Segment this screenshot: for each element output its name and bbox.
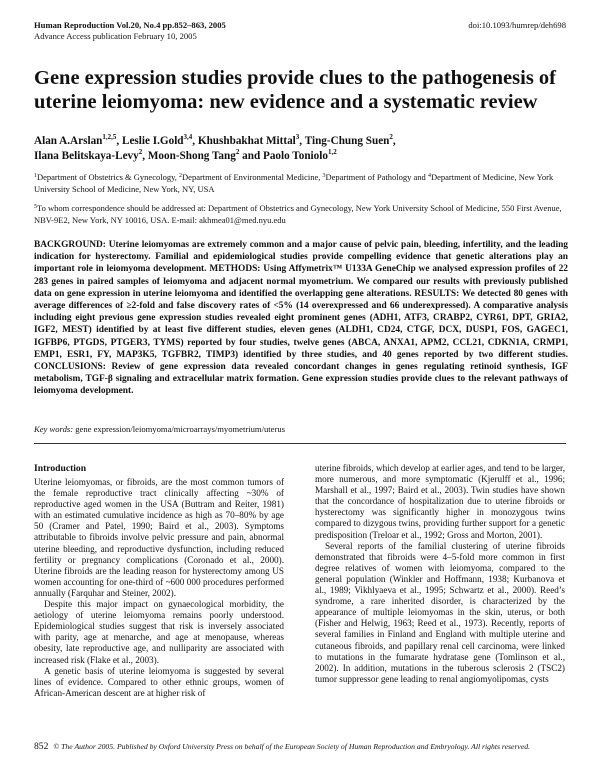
affiliation-text: Department of Obstetrics & Gynecology, [37, 172, 180, 182]
doi-link[interactable]: doi:10.1093/humrep/deh698 [468, 20, 566, 30]
author-separator: , [299, 135, 305, 147]
author-affiliation-mark: 2 [235, 148, 240, 156]
author-name: Khushbakhat Mittal [197, 135, 296, 147]
correspondence-text: To whom correspondence should be addressed at: Department of Obstetrics and Gynecology, New York University School of Medicine, 550 First Avenue, NBV-9E2, New York, NY 10016, USA. E-mail: akhmea01@med.nyu.edu [34, 203, 562, 225]
author-separator: , [392, 135, 396, 147]
body-column-left [34, 463, 284, 699]
author-affiliation-mark: 2 [389, 133, 393, 141]
correspondence-mark: 5 [34, 204, 37, 210]
author-affiliation-mark: 1,2 [327, 148, 337, 156]
body-paragraph: Despite this major impact on gynaecological morbidity, the aetiology of uterine leiomyoma remains poorly understood. Epidemiological studies suggest that risk is inversely associated with parity, age at menarche, and age at menopause, whereas obesity, late reproductive age, and nulliparity are associated with increased risk (Flake et al., 2003). [34, 599, 284, 665]
author-affiliation-mark: 3 [295, 133, 300, 141]
abstract: BACKGROUND: Uterine leiomyomas are extremely common and a major cause of pelvic pain, bleeding, infertility, and the leading indication for hysterectomy. Familial and epidemiological studies provide compelling evidence that genetic alterations play an important role in leiomyoma development. METHODS: Using Affymetrix™ U133A GeneChip we analysed expression profiles of 22 283 genes in paired samples of leiomyoma and adjacent normal myometrium. We compared our results with previously published data on gene expression in uterine leiomyoma and identified the overlapping gene alterations. RESULTS: We detected 80 genes with average differences of ≥2-fold and false discovery rates of <5% (14 overexpressed and 66 underexpressed). A comparative analysis including eight previous gene expression studies revealed eight prominent genes (ADH1, ATF3, CRABP2, CYR61, DPT, GRIA2, IGF2, MEST) identified by at least five different studies, eleven genes (ALDH1, CD24, CTGF, DCX, DUSP1, FOS, GAGEC1, IGFBP6, PTGDS, PTGER3, TYMS) reported by four studies, twelve genes (ABCA, ANXA1, APM2, CCL21, CDKN1A, CRMP1, EMP1, ESR1, FY, MAP3K5, TGFBR2, TIMP3) identified by three studies, and 40 genes reported by two different studies. CONCLUSIONS: Review of gene expression data revealed concordant changes in genes regulating retinoid synthesis, IGF metabolism, TGF-β signaling and extracellular matrix formation. Gene expression studies provide clues to the relevant pathways of leiomyoma development. [34, 240, 568, 397]
affiliation-mark: 3 [322, 173, 326, 179]
page-number: 852 [34, 741, 49, 752]
author-separator: and [239, 150, 263, 162]
section-heading: Introduction [34, 463, 87, 474]
affiliation-text: Department of Environmental Medicine, [182, 172, 323, 182]
body-paragraph: Uterine leiomyomas, or fibroids, are the most common tumors of the female reproductive tract clinically affecting ~30% of reproductive aged women in the USA (Buttram and Reiter, 1981) with an estimated cumulative incidence as high as 70–80% by age 50 (Cramer and Patel, 1990; Baird et al., 2003). Symptoms attributable to fibroids involve pelvic pressure and pain, abnormal uterine bleeding, and reproductive dysfunction, including reduced fertility or pregnancy complications (Coronado et al., 2000). Uterine fibroids are the leading reason for hysterectomy among US women accounting for one-third of ~600 000 procedures performed annually (Farquhar and Steiner, 2002). [34, 477, 284, 598]
author-name: Paolo Toniolo [262, 150, 328, 162]
author-affiliation-mark: 3,4 [183, 133, 193, 141]
author-name: Ting-Chung Suen [304, 135, 390, 147]
author-name: Ilana Belitskaya-Levy [34, 150, 139, 162]
author-name: Leslie I.Gold [121, 135, 184, 147]
author-separator: , [116, 135, 122, 147]
author-name: Alan A.Arslan [34, 135, 103, 147]
author-list [34, 134, 568, 164]
affiliations [34, 172, 568, 196]
keywords-label: Key words: [34, 424, 74, 434]
affiliation-mark: 1 [34, 173, 37, 179]
body-paragraph: Several reports of the familial clustering of uterine fibroids demonstrated that fibroids were 4–5-fold more common in first degree relatives of women with leiomyoma, compared to the general population (Winkler and Hoffmann, 1938; Kurbanova et al., 1989; Vikhlyaeva et al., 1995; Schwartz et al., 2000). Reed’s syndrome, a rare inherited disorder, is characterized by the appearance of multiple leiomyomas in the skin, uterus, or both (Fisher and Helwig, 1963; Reed et al., 1973). Recently, reports of several families in Finland and England with multiple uterine and cutaneous fibroids, and papillary renal cell carcinoma, were linked to mutations in the fumarate hydratase gene (Tomlinson et al., 2002). In addition, mutations in the tuberous sclerosis 2 (TSC2) tumor suppressor gene leading to renal angiomyolipomas, cysts [315, 540, 565, 684]
affiliation-text: Department of Medicine, New York University School of Medicine, New York, NY, USA [34, 172, 554, 194]
advance-access-note: Advance Access publication February 10, 2005 [34, 31, 197, 41]
author-name: Moon-Shong Tang [147, 150, 236, 162]
affiliation-mark: 4 [427, 173, 431, 179]
correspondence [34, 203, 568, 227]
article-title: Gene expression studies provide clues to the pathogenesis of uterine leiomyoma: new evidence and a systematic review [34, 67, 557, 113]
author-separator: , [142, 150, 148, 162]
copyright-notice: © The Author 2005. Published by Oxford University Press on behalf of the European Society of Human Reproduction and Embryology. All rights reserved. [53, 742, 531, 751]
journal-header [34, 20, 226, 42]
author-separator: , [192, 135, 198, 147]
journal-citation: Human Reproduction Vol.20, No.4 pp.852–863, 2005 [34, 20, 226, 30]
body-column-right [315, 463, 565, 685]
body-paragraph: uterine fibroids, which develop at earlier ages, and tend to be larger, more numerous, and more symptomatic (Kjerulff et al., 1996; Marshall et al., 1997; Baird et al., 2003). Twin studies have shown that the concordance of hospitalization due to uterine fibroids or hysterectomy was significantly higher in monozygous twins compared to dizygous twins, providing further support for a genetic predisposition (Treloar et al., 1992; Gross and Morton, 2001). [315, 463, 565, 540]
affiliation-text: Department of Pathology and [325, 172, 428, 182]
body-paragraph: A genetic basis of uterine leiomyoma is suggested by several lines of evidence. Compared to other ethnic groups, women of African-American descent are at higher risk of [34, 665, 284, 698]
keywords [34, 424, 568, 435]
affiliation-mark: 2 [179, 173, 183, 179]
author-affiliation-mark: 2 [138, 148, 143, 156]
page-footer [34, 742, 574, 752]
author-affiliation-mark: 1,2,5 [102, 133, 117, 141]
section-divider [34, 443, 566, 444]
keywords-text: gene expression/leiomyoma/microarrays/myometrium/uterus [73, 424, 286, 434]
